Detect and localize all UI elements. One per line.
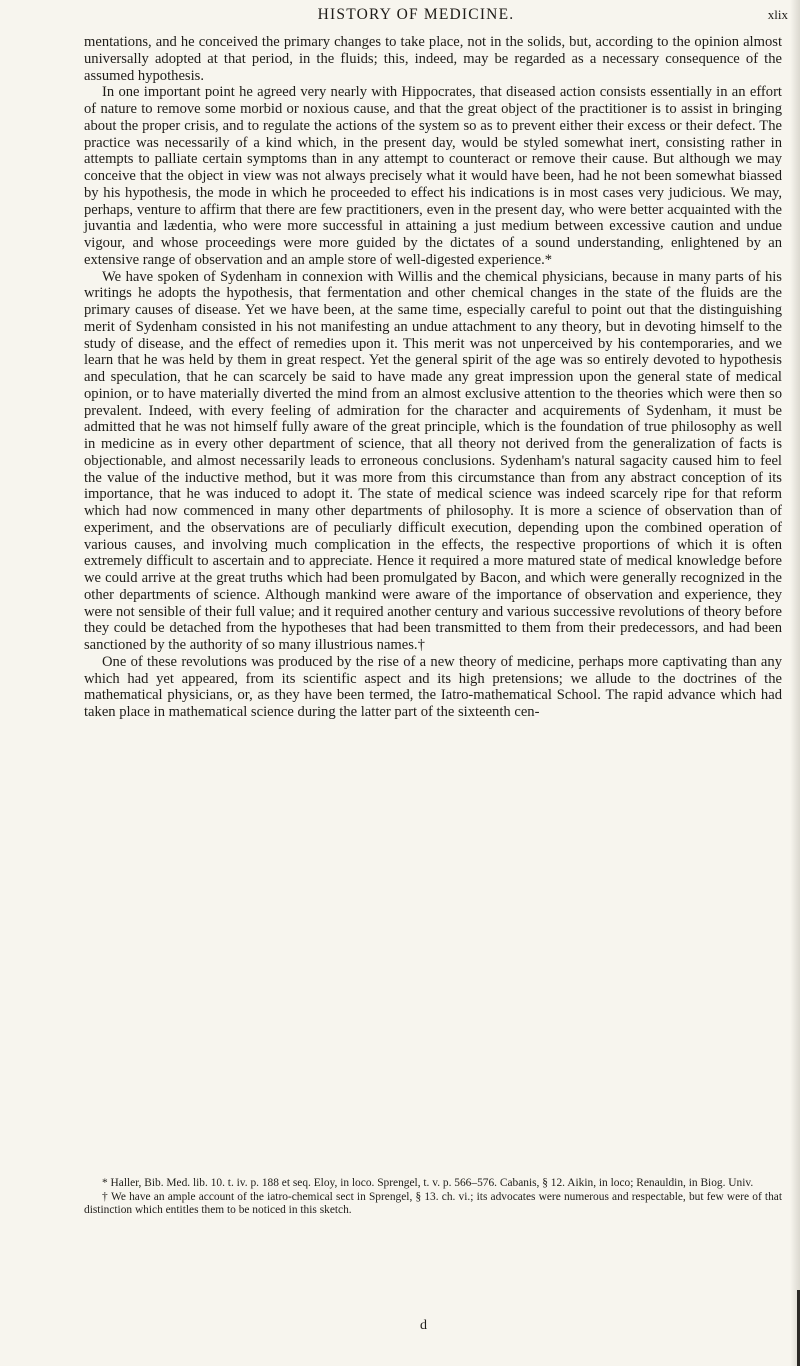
paragraph-continuation: mentations, and he conceived the primary changes to take place, not in the solids, but, according to the opinion almost universally adopted at that period, in the fluids; this, indeed, may be regarded as a necessary consequence of the assumed hypothesis. [84,34,782,84]
paragraph-iatro-mathematical: One of these revolutions was produced by the rise of a new theory of medicine, perhaps more captivating than any which had yet appeared, from its scientific aspect and its high pretensions; we allude to the doctrines of the mathematical physicians, or, as they have been termed, the Iatro-mathematical School. The rapid advance which had taken place in mathematical science during the latter part of the sixteenth cen- [84,653,782,720]
page-number: xlix [767,7,788,22]
running-title: HISTORY OF MEDICINE. [317,6,515,23]
page-header [84,6,788,30]
body-text [84,34,782,721]
paragraph-hippocrates: In one important point he agreed very nearly with Hippocrates, that diseased action consists essentially in an effort of nature to remove some morbid or noxious cause, and that the great object of the practitioner is to assist in bringing about the proper crisis, and to regulate the actions of the system so as to prevent either their excess or their defect. The practice was necessarily of a kind which, in the present day, would be styled somewhat inert, consisting rather in attempts to palliate certain symptoms than in any attempt to counteract or remove their cause. But although we may conceive that the object in view was not always precisely what it would have been, had he not been somewhat biassed by his hypothesis, the mode in which he proceeded to effect his indications is in most cases very judicious. We may, perhaps, venture to affirm that there are few practitioners, even in the present day, who were better acquainted with the juvantia and lædentia, who were more successful in attaining a just medium between excessive caution and undue vigour, and whose proceedings were more guided by the dictates of a sound understanding, enlightened by an extensive range of observation and an ample store of well-digested experience.* [84,84,782,268]
footnote-dagger: † We have an ample account of the iatro-chemical sect in Sprengel, § 13. ch. vi.; its advocates were numerous and respectable, but few were of that distinction which entitles them to be noticed in this sketch. [84,1190,782,1217]
signature-mark: d [420,1318,427,1333]
page-edge-shadow [790,0,800,1366]
paragraph-sydenham: We have spoken of Sydenham in connexion with Willis and the chemical physicians, because in many parts of his writings he adopts the hypothesis, that fermentation and other chemical changes in the state of the fluids are the primary causes of disease. Yet we have been, at the same time, especially careful to point out that the distinguishing merit of Sydenham consisted in his not manifesting an undue attachment to any theory, but in devoting himself to the study of disease, and the effect of remedies upon it. This merit was not unperceived by his contemporaries, and we learn that he was held by them in great respect. Yet the general spirit of the age was so entirely devoted to hypothesis and speculation, that he can scarcely be said to have made any great impression upon the general state of medical opinion, or to have materially diverted the mind from an almost exclusive attention to the theories which were then so prevalent. Indeed, with every feeling of admiration for the character and acquirements of Sydenham, it must be admitted that he was not himself fully aware of the great principle, which is the foundation of true philosophy as well in medicine as in every other department of science, that all theory not derived from the generalization of facts is objectionable, and almost necessarily leads to erroneous conclusions. Sydenham's natural sagacity caused him to feel the value of the inductive method, but it was more from this circumstance than from any abstract conception of its importance, that he was induced to adopt it. The state of medical science was indeed scarcely ripe for that reform which had now commenced in many other departments of philosophy. It is more a science of observation than of experiment, and the observations are of peculiarly difficult execution, depending upon the combined operation of various causes, and involving much complication in the effects, the respective proportions of which it is often extremely difficult to ascertain and to appreciate. Hence it required a more matured state of medical knowledge before we could arrive at the great truths which had been promulgated by Bacon, and which were generally recognized in the other departments of science. Although mankind were aware of the importance of observation and experience, they were not sensible of their full value; and it required another century and various successive revolutions of theory before they could be detached from the hypotheses that had been transmitted to them from their predecessors, and had been sanctioned by the authority of so many illustrious names.† [84,268,782,653]
footnote-asterisk: * Haller, Bib. Med. lib. 10. t. iv. p. 188 et seq. Eloy, in loco. Sprengel, t. v. p. 566–576. Cabanis, § 12. Aikin, in loco; Renauldin, in Biog. Univ. [102,1177,754,1189]
footnotes [84,1177,782,1218]
